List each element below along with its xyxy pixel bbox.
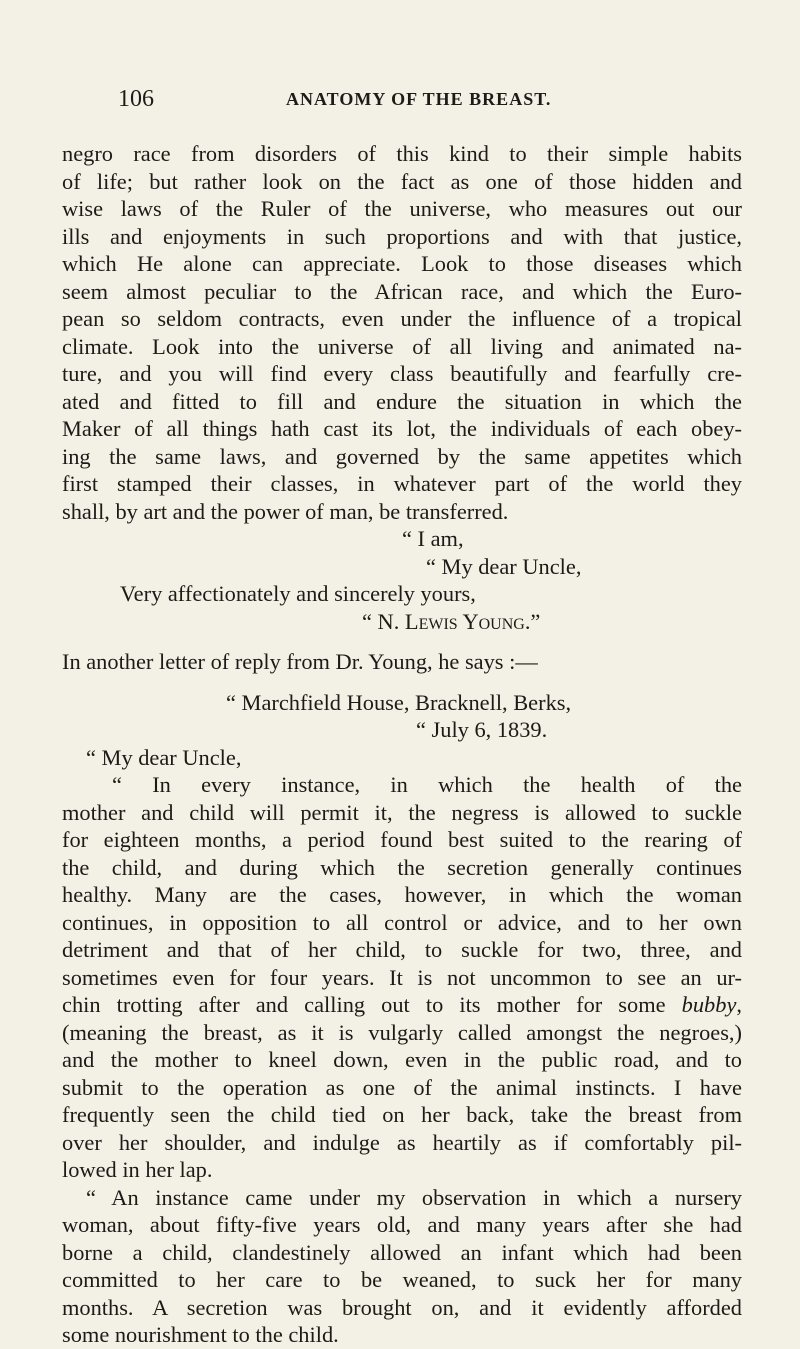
text-line: pean so seldom contracts, even under the influence of a tropical	[62, 306, 742, 331]
text-line: climate. Look into the universe of all living and animated na-	[62, 333, 742, 359]
text-line: (meaning the breast, as it is vulgarly called amongst the negroes,)	[62, 1019, 742, 1045]
text-line: first stamped their classes, in whatever part of the world they	[62, 471, 742, 496]
text-line: continues, in opposition to all control or advice, and to her own	[62, 909, 742, 935]
paragraph-nursery-woman	[62, 1184, 742, 1349]
text-line: frequently seen the child tied on her back, take the breast from	[62, 1102, 742, 1127]
text-line: ing the same laws, and governed by the same appetites which	[62, 443, 742, 469]
closing-line: “ I am,	[402, 526, 464, 551]
text-line: lowed in her lap.	[62, 1157, 213, 1182]
letter-closing	[62, 525, 742, 635]
text-line: months. A secretion was brought on, and it evidently afforded	[62, 1294, 742, 1320]
text-line: ills and enjoyments in such proportions and with that justice,	[62, 223, 742, 249]
text-line: wise laws of the Ruler of the universe, who measures out our	[62, 196, 742, 221]
text-line: committed to her care to be weaned, to suck her for many	[62, 1267, 742, 1292]
letter-heading	[62, 689, 742, 772]
paragraph-suckling	[62, 771, 742, 1184]
text-line: negro race from disorders of this kind to their simple habits	[62, 141, 742, 166]
text-line: sometimes even for four years. It is not uncommon to see an ur-	[62, 964, 742, 990]
text-line: shall, by art and the power of man, be transferred.	[62, 498, 509, 524]
text-line: which He alone can appreciate. Look to those diseases which	[62, 251, 742, 276]
text-line: ated and fitted to fill and endure the situation in which the	[62, 388, 742, 414]
text-line: the child, and during which the secretion generally continues	[62, 854, 742, 880]
intro-line: In another letter of reply from Dr. Young, he says :—	[62, 649, 538, 674]
signature: “ N. Lewis Young.”	[362, 608, 541, 634]
text-line: borne a child, clandestinely allowed an infant which had been	[62, 1239, 742, 1265]
paragraph-negro-race	[62, 140, 742, 525]
text-line: and the mother to kneel down, even in the public road, and to	[62, 1047, 742, 1072]
text-line: ture, and you will find every class beautifully and fearfully cre-	[62, 361, 742, 386]
page-body	[62, 140, 742, 1349]
letter-date: “ July 6, 1839.	[416, 717, 548, 742]
closing-line: “ My dear Uncle,	[426, 553, 582, 579]
text-line: detriment and that of her child, to suckle for two, three, and	[62, 937, 742, 962]
text-line: “ An instance came under my observation in which a nursery	[86, 1184, 742, 1210]
running-title: ANATOMY OF THE BREAST.	[286, 89, 552, 109]
text-line: “ In every instance, in which the health of the	[112, 772, 742, 797]
text-line: seem almost peculiar to the African race, and which the Euro-	[62, 278, 742, 304]
closing-line: Very affectionately and sincerely yours,	[120, 581, 476, 606]
text-line: submit to the operation as one of the animal instincts. I have	[62, 1074, 742, 1100]
page-header	[118, 86, 740, 120]
text-line: over her shoulder, and indulge as heartily as if comfortably pil-	[62, 1129, 742, 1155]
text-line: chin trotting after and calling out to its mother for some bubby,	[62, 992, 742, 1017]
text-line: Maker of all things hath cast its lot, the individuals of each obey-	[62, 416, 742, 441]
text-line: mother and child will permit it, the negress is allowed to suckle	[62, 799, 742, 825]
page-number: 106	[118, 86, 154, 112]
text-line: of life; but rather look on the fact as one of those hidden and	[62, 168, 742, 194]
text-line: some nourishment to the child.	[62, 1322, 339, 1347]
letter-salutation: “ My dear Uncle,	[86, 744, 242, 770]
text-line: woman, about fifty-five years old, and many years after she had	[62, 1212, 742, 1237]
letter-address: “ Marchfield House, Bracknell, Berks,	[226, 689, 572, 715]
italic-word: bubby	[681, 992, 737, 1017]
text-line: for eighteen months, a period found best suited to the rearing of	[62, 827, 742, 852]
text-line: healthy. Many are the cases, however, in which the woman	[62, 882, 742, 907]
